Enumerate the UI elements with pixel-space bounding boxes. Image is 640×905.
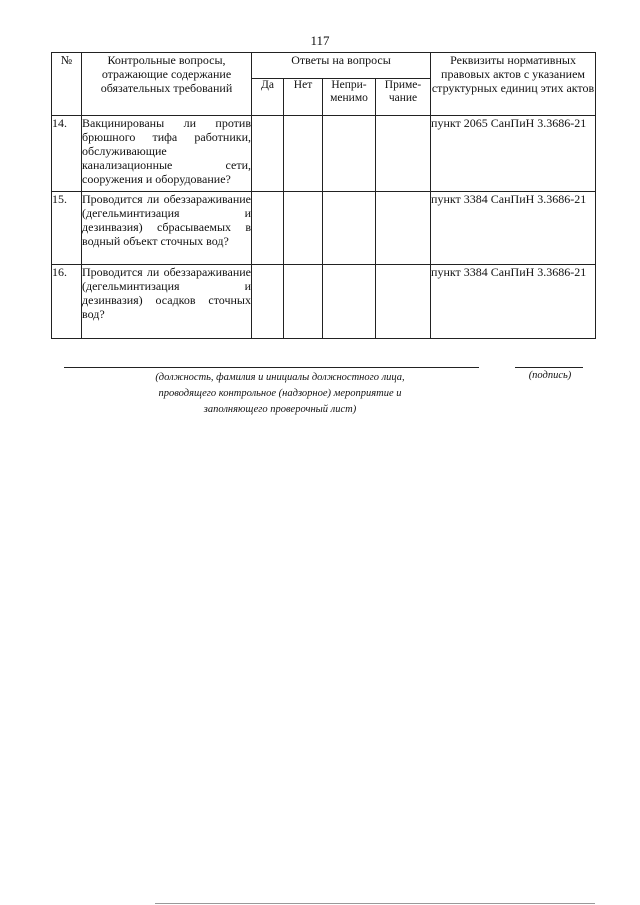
header-requisites: Реквизиты нормативных правовых актов с указанием структурных единиц этих актов [431,53,596,116]
header-note: Приме-чание [376,79,431,116]
answer-not-applicable-cell[interactable] [323,192,376,265]
answer-no-cell[interactable] [284,265,323,339]
row-question: Проводится ли обеззараживание (дегельминтизация и дезинвазия) осадков сточных вод? [82,265,252,339]
position-caption: (должность, фамилия и инициалы должностного лица, проводящего контрольное (надзорное) мероприятие и заполняющего проверочный лист) [155,372,405,415]
table-row [52,192,596,265]
header-answers: Ответы на вопросы [252,53,431,79]
answer-note-cell[interactable] [376,192,431,265]
row-number: 16. [52,265,82,339]
answer-yes-cell[interactable] [252,192,284,265]
row-number: 14. [52,116,82,192]
table-row [52,265,596,339]
header-not-applicable: Непри-менимо [323,79,376,116]
row-requisites: пункт 3384 СанПиН 3.3686-21 [431,265,596,339]
header-no: Нет [284,79,323,116]
checklist-table [51,52,596,339]
signature-caption: (подпись) [528,370,572,381]
row-requisites: пункт 2065 СанПиН 3.3686-21 [431,116,596,192]
answer-note-cell[interactable] [376,265,431,339]
row-question: Вакцинированы ли против брюшного тифа работники, обслуживающие канализационные сети, сооружения и оборудование? [82,116,252,192]
table-row [52,116,596,192]
answer-yes-cell[interactable] [252,116,284,192]
header-number: № [52,53,82,116]
page-bottom-edge [155,903,595,904]
answer-no-cell[interactable] [284,192,323,265]
answer-note-cell[interactable] [376,116,431,192]
position-signature-line[interactable] [64,367,479,368]
signature-line[interactable] [515,367,583,368]
answer-yes-cell[interactable] [252,265,284,339]
answer-not-applicable-cell[interactable] [323,265,376,339]
answer-not-applicable-cell[interactable] [323,116,376,192]
answer-no-cell[interactable] [284,116,323,192]
row-requisites: пункт 3384 СанПиН 3.3686-21 [431,192,596,265]
header-yes: Да [252,79,284,116]
header-questions: Контрольные вопросы, отражающие содержание обязательных требований [82,53,252,116]
row-number: 15. [52,192,82,265]
row-question: Проводится ли обеззараживание (дегельминтизация и дезинвазия) сбрасываемых в водный объект сточных вод? [82,192,252,265]
page-number: 117 [310,33,330,48]
